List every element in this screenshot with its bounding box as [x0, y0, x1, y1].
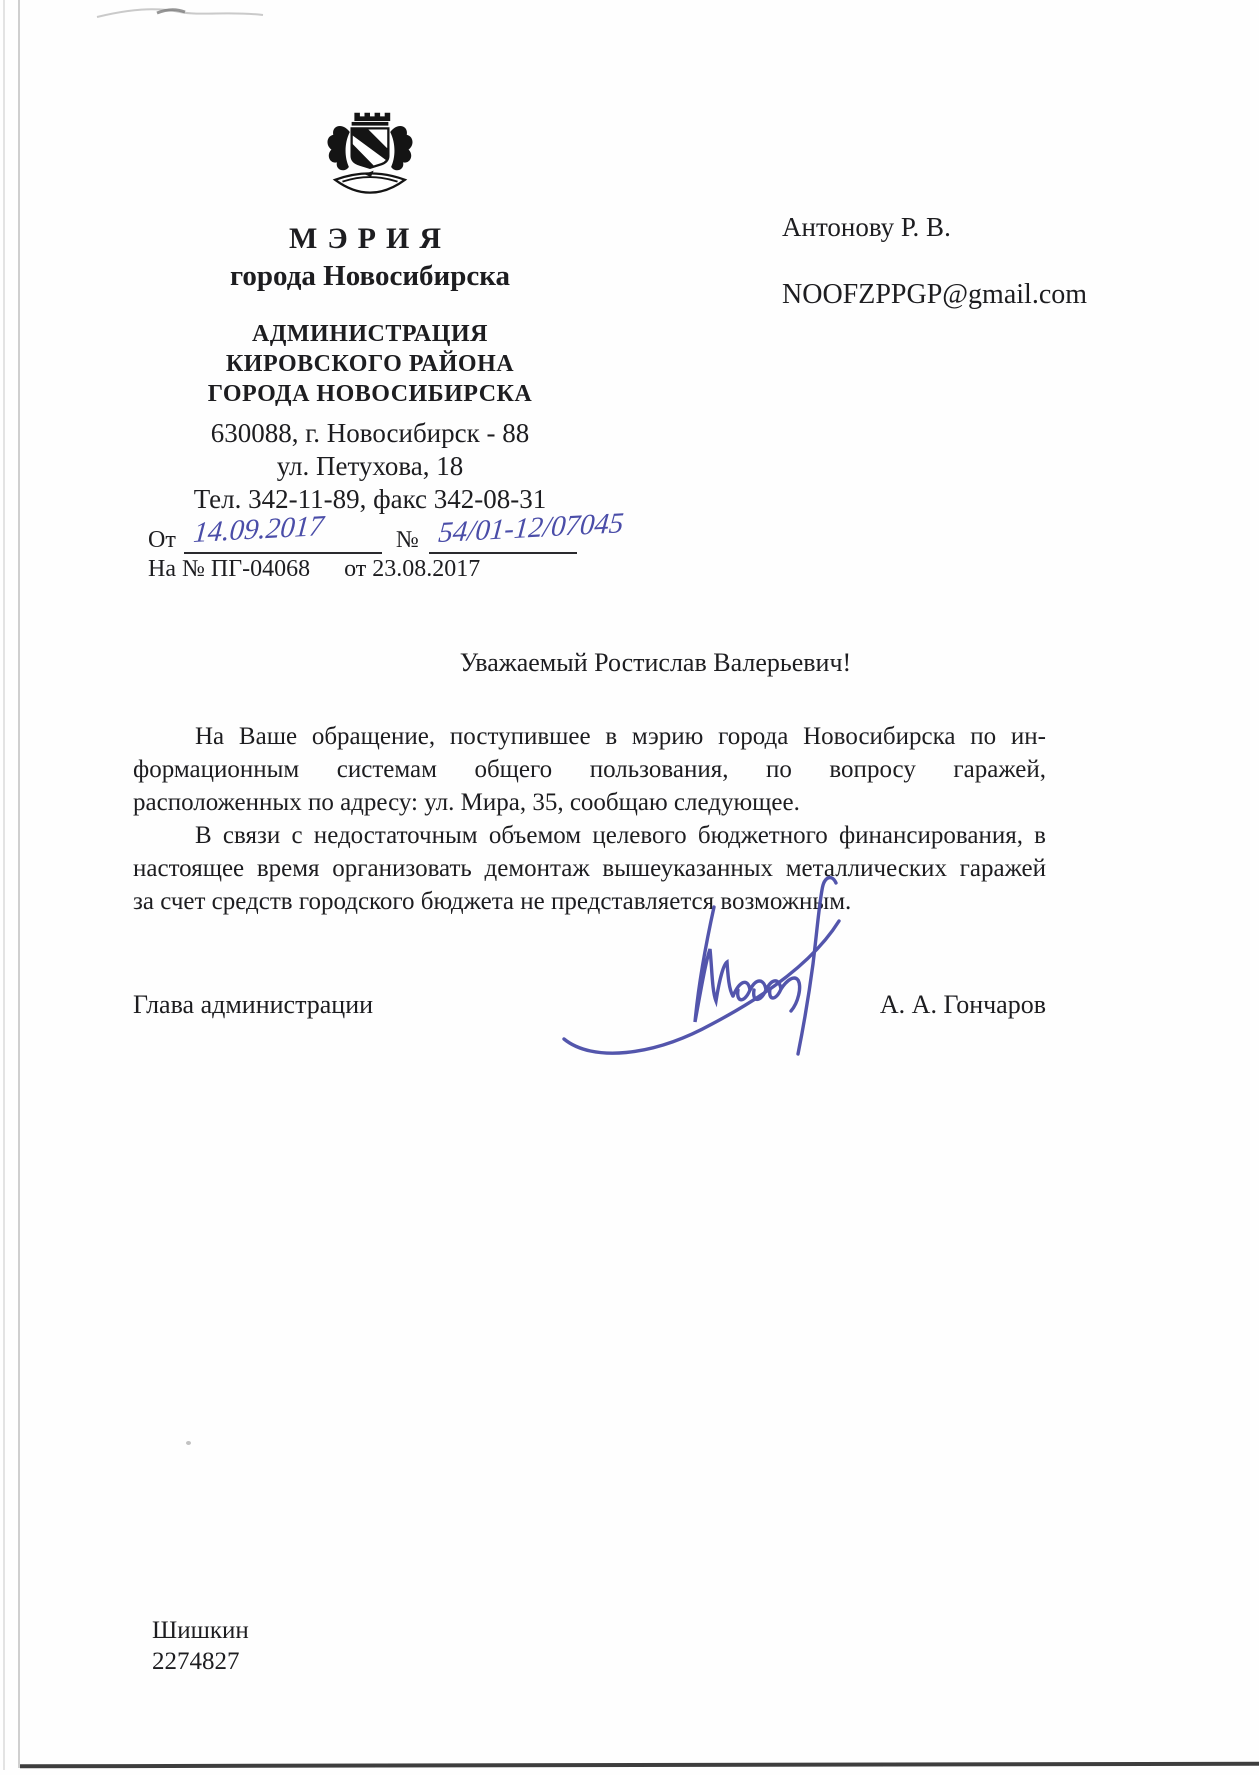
- letterhead-org-block: [140, 110, 600, 516]
- salutation: Уважаемый Ростислав Валерьевич!: [459, 648, 852, 677]
- scan-edge-left-line: [18, 0, 20, 1768]
- scan-artifact-squiggle: [95, 3, 265, 27]
- body-line: формационным системам общего пользования, по вопросу гаражей,: [133, 756, 1046, 783]
- org-address-line2: ул. Петухова, 18: [276, 451, 464, 481]
- incoming-ref-row: [148, 556, 628, 583]
- from-label: От: [148, 527, 176, 553]
- recipient-email: NOOFZPPGP@gmail.com: [782, 279, 1088, 310]
- scan-edge-left-shadow: [3, 0, 5, 1770]
- signer-position-title: Глава администрации: [133, 990, 374, 1019]
- scan-edge-bottom-line: [20, 1762, 1259, 1769]
- org-dept-line2: КИРОВСКОГО РАЙОНА: [225, 351, 515, 377]
- body-line: за счет средств городского бюджета не представляется возможным.: [133, 888, 852, 915]
- novosibirsk-coat-of-arms-icon: [324, 110, 416, 200]
- executor-name: Шишкин: [152, 1617, 249, 1644]
- incoming-ref-number: На № ПГ-04068: [148, 556, 311, 582]
- signer-name: А. А. Гончаров: [879, 990, 1046, 1019]
- body-line: В связи с недостаточным объемом целевого бюджетного финансирования, в: [195, 822, 1046, 849]
- handwritten-signature: [552, 843, 854, 1061]
- number-label: №: [395, 527, 419, 553]
- scan-speck: [186, 1441, 191, 1445]
- executor-block: [152, 1615, 249, 1677]
- org-dept-line3: ГОРОДА НОВОСИБИРСКА: [207, 381, 533, 407]
- from-date-underline: [184, 509, 382, 554]
- body-line: настоящее время организовать демонтаж вышеуказанных металлических гаражей: [133, 855, 1046, 882]
- org-address-line1: 630088, г. Новосибирск - 88: [210, 418, 530, 448]
- org-dept-line1: АДМИНИСТРАЦИЯ: [252, 321, 488, 347]
- number-underline: [429, 507, 625, 554]
- recipient-block: [782, 212, 1087, 311]
- executor-phone: 2274827: [152, 1648, 240, 1675]
- org-name-line1: МЭРИЯ: [289, 222, 451, 255]
- body-line: На Ваше обращение, поступившее в мэрию города Новосибирска по ин-: [195, 723, 1046, 750]
- recipient-name: Антонову Р. В.: [782, 212, 951, 242]
- body-line: расположенных по адресу: ул. Мира, 35, сообщаю следующее.: [133, 789, 800, 816]
- org-phone-line: Тел. 342-11-89, факс 342-08-31: [193, 484, 547, 514]
- handwritten-date: 14.09.2017: [191, 509, 326, 549]
- outgoing-ref-row: [148, 507, 628, 554]
- org-name-line2: города Новосибирска: [229, 260, 511, 292]
- handwritten-number: 54/01-12/07045: [436, 507, 625, 549]
- signature-row: [133, 990, 1046, 1020]
- incoming-ref-date: от 23.08.2017: [344, 556, 481, 582]
